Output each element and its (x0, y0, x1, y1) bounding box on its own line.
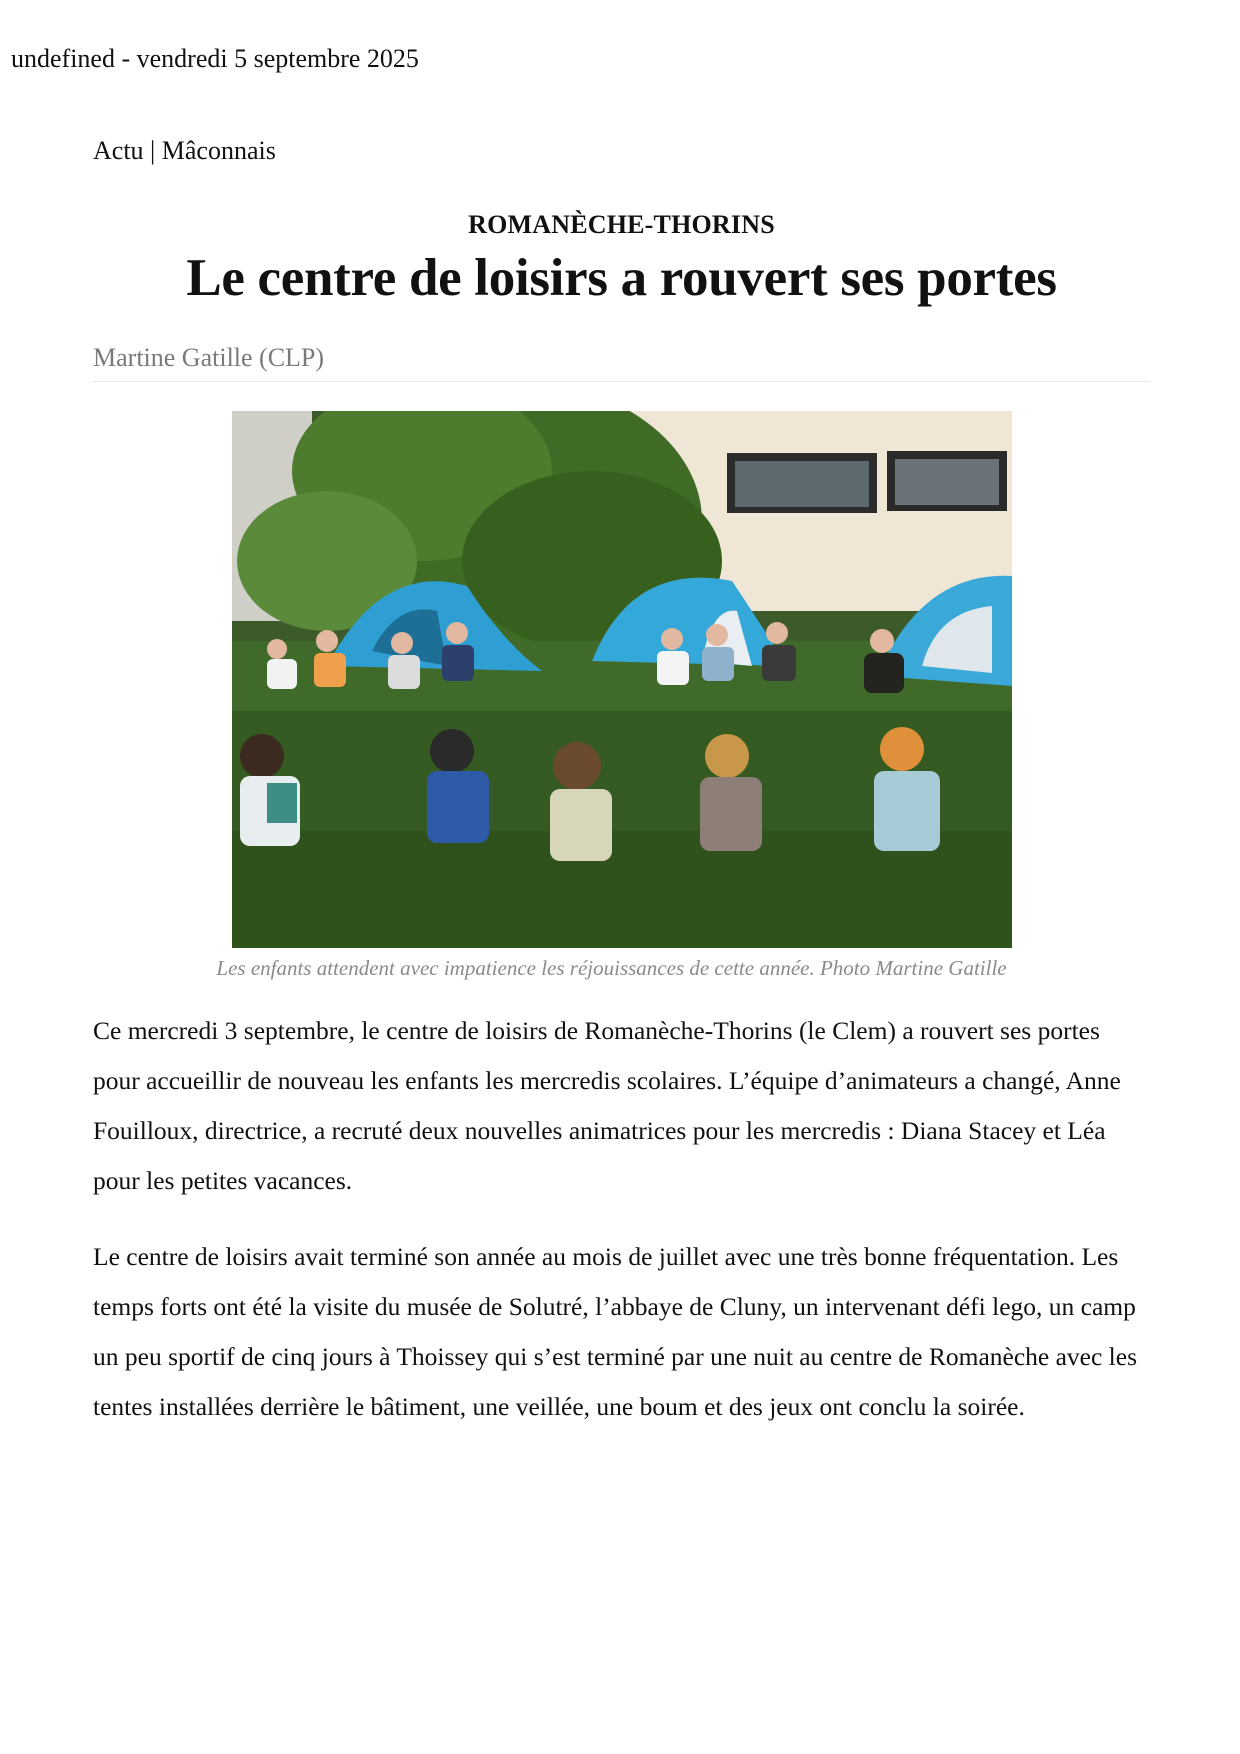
article-body (93, 1006, 1150, 1432)
article-title: Le centre de loisirs a rouvert ses portes (186, 249, 1057, 307)
publication-date-line: undefined - vendredi 5 septembre 2025 (11, 44, 419, 73)
article-kicker: ROMANÈCHE-THORINS (468, 210, 775, 239)
article-paragraph: Le centre de loisirs avait terminé son année au mois de juillet avec une très bonne fréquentation. Les temps forts ont été la visite du musée de Solutré, l’abbaye de Cluny, un intervenant défi lego, un camp un peu sportif de cinq jours à Thoissey qui s’est terminé par une nuit au centre de Romanèche avec les tentes installées derrière le bâtiment, une veillée, une boum et des jeux ont conclu la soirée. (93, 1242, 1137, 1421)
photo-caption: Les enfants attendent avec impatience les réjouissances de cette année. Photo Martine Gatille (216, 956, 1007, 980)
article-figure (93, 411, 1150, 980)
article-paragraph: Ce mercredi 3 septembre, le centre de loisirs de Romanèche-Thorins (le Clem) a rouvert ses portes pour accueillir de nouveau les enfants les mercredis scolaires. L’équipe d’animateurs a changé, Anne Fouilloux, directrice, a recruté deux nouvelles animatrices pour les mercredis : Diana Stacey et Léa pour les petites vacances. (93, 1016, 1121, 1195)
article-rubric: Actu | Mâconnais (93, 136, 276, 165)
photo-children-tents-icon (232, 411, 1012, 948)
article-byline: Martine Gatille (CLP) (93, 342, 1150, 382)
article (93, 136, 1150, 1432)
